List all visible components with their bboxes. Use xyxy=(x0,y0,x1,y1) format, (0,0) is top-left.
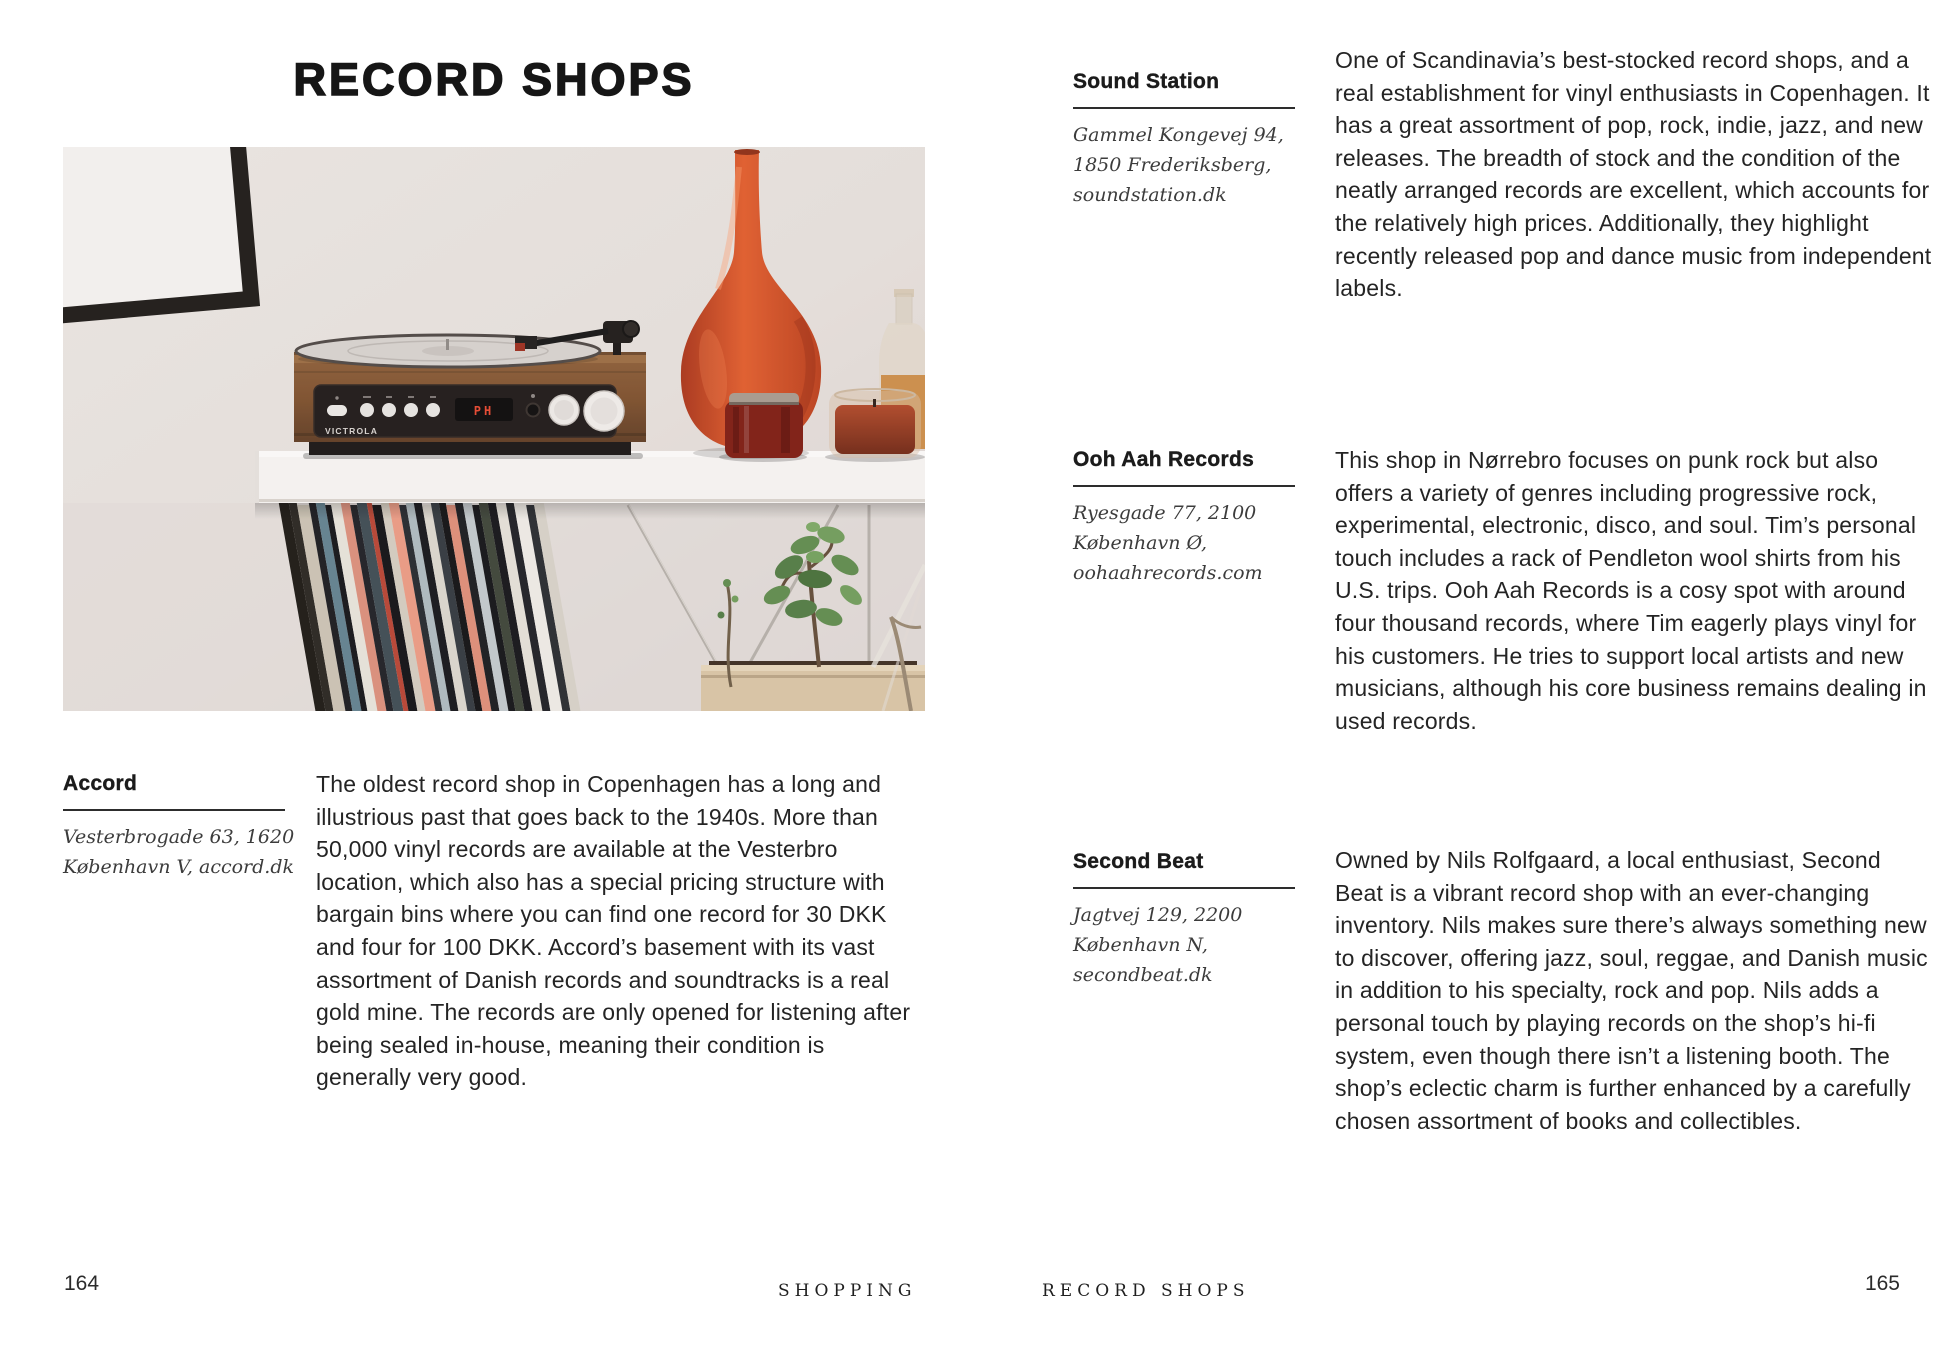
address-line: København Ø, xyxy=(1073,532,1208,554)
address-line: Jagtvej 129, 2200 xyxy=(1073,904,1243,926)
shop-photo-illustration xyxy=(63,147,925,711)
running-head-shopping: SHOPPING xyxy=(778,1281,917,1301)
entry-sound-station-rule xyxy=(1073,107,1295,109)
address-line: soundstation.dk xyxy=(1073,184,1227,206)
entry-second-beat-description: Owned by Nils Rolfgaard, a local enthusiast, Second Beat is a vibrant record shop with an ever-changing inventory. Nils makes sure there’s always something new to discover, offering jazz, soul, reggae, and Danish music in addition to his specialty, rock and pop. Nils adds a personal touch by playing records on the shop’s hi-fi system, even though there isn’t a listening booth. The shop’s eclectic charm is further enhanced by a carefully chosen assortment of books and collectibles. xyxy=(1335,847,1928,1134)
page-title: RECORD SHOPS xyxy=(293,54,695,105)
entry-accord xyxy=(63,772,313,882)
entry-ooh-aah-description: This shop in Nørrebro focuses on punk rock but also offers a variety of genres including progressive rock, experimental, electronic, disco, and soul. Tim’s personal touch includes a rack of Pendleton wool shirts from his U.S. trips. Ooh Aah Records is a cosy spot with around four thousand records, where Tim eagerly plays vinyl for his customers. He tries to support local artists and new musicians, although his core business remains dealing in used records. xyxy=(1335,447,1927,734)
entry-accord-address xyxy=(63,822,313,882)
entry-sound-station-description: One of Scandinavia’s best-stocked record shops, and a real establishment for vinyl enthusiasts in Copenhagen. It has a great assortment of pop, rock, indie, jazz, and new releases. The breadth of stock and the condition of the neatly arranged records are excellent, which accounts for the relatively high prices. Additionally, they highlight recently released pop and dance music from independent labels. xyxy=(1335,47,1932,302)
entry-accord-name: Accord xyxy=(63,772,138,795)
player-brand-label: VICTROLA xyxy=(325,426,379,436)
entry-second-beat xyxy=(1073,850,1323,990)
address-line: Gammel Kongevej 94, xyxy=(1073,124,1284,146)
entry-second-beat-rule xyxy=(1073,887,1295,889)
entry-second-beat-address xyxy=(1073,900,1323,990)
address-line: Vesterbrogade 63, 1620 xyxy=(63,826,295,848)
address-line: secondbeat.dk xyxy=(1073,964,1213,986)
address-line: København N, xyxy=(1073,934,1208,956)
entry-ooh-aah xyxy=(1073,448,1323,588)
entry-ooh-aah-address xyxy=(1073,498,1323,588)
entry-sound-station-name: Sound Station xyxy=(1073,70,1220,93)
player-display-text: PH xyxy=(473,404,495,418)
address-line: oohaahrecords.com xyxy=(1073,562,1263,584)
left-page-number: 164 xyxy=(64,1272,100,1295)
photo-vignette xyxy=(63,147,925,711)
running-head-record-shops: RECORD SHOPS xyxy=(1042,1281,1250,1301)
shop-photo xyxy=(63,147,925,711)
entry-sound-station-address xyxy=(1073,120,1323,210)
entry-ooh-aah-rule xyxy=(1073,485,1295,487)
entry-sound-station xyxy=(1073,70,1323,210)
entry-accord-rule xyxy=(63,809,285,811)
entry-second-beat-name: Second Beat xyxy=(1073,850,1204,873)
right-page-number: 165 xyxy=(1864,1272,1900,1295)
address-line: Ryesgade 77, 2100 xyxy=(1073,502,1257,524)
entry-accord-description: The oldest record shop in Copenhagen has a long and illustrious past that goes back to the 1940s. More than 50,000 vinyl records are available at the Vesterbro location, which also has a special pricing structure with bargain bins where you can find one record for 30 DKK and four for 100 DKK. Accord’s basement with its vast assortment of Danish records and soundtracks is a real gold mine. The records are only opened for listening after being sealed in-house, meaning their condition is generally very good. xyxy=(316,771,911,1091)
address-line: København V, accord.dk xyxy=(63,856,295,878)
entry-ooh-aah-name: Ooh Aah Records xyxy=(1073,448,1255,471)
address-line: 1850 Frederiksberg, xyxy=(1073,154,1272,176)
